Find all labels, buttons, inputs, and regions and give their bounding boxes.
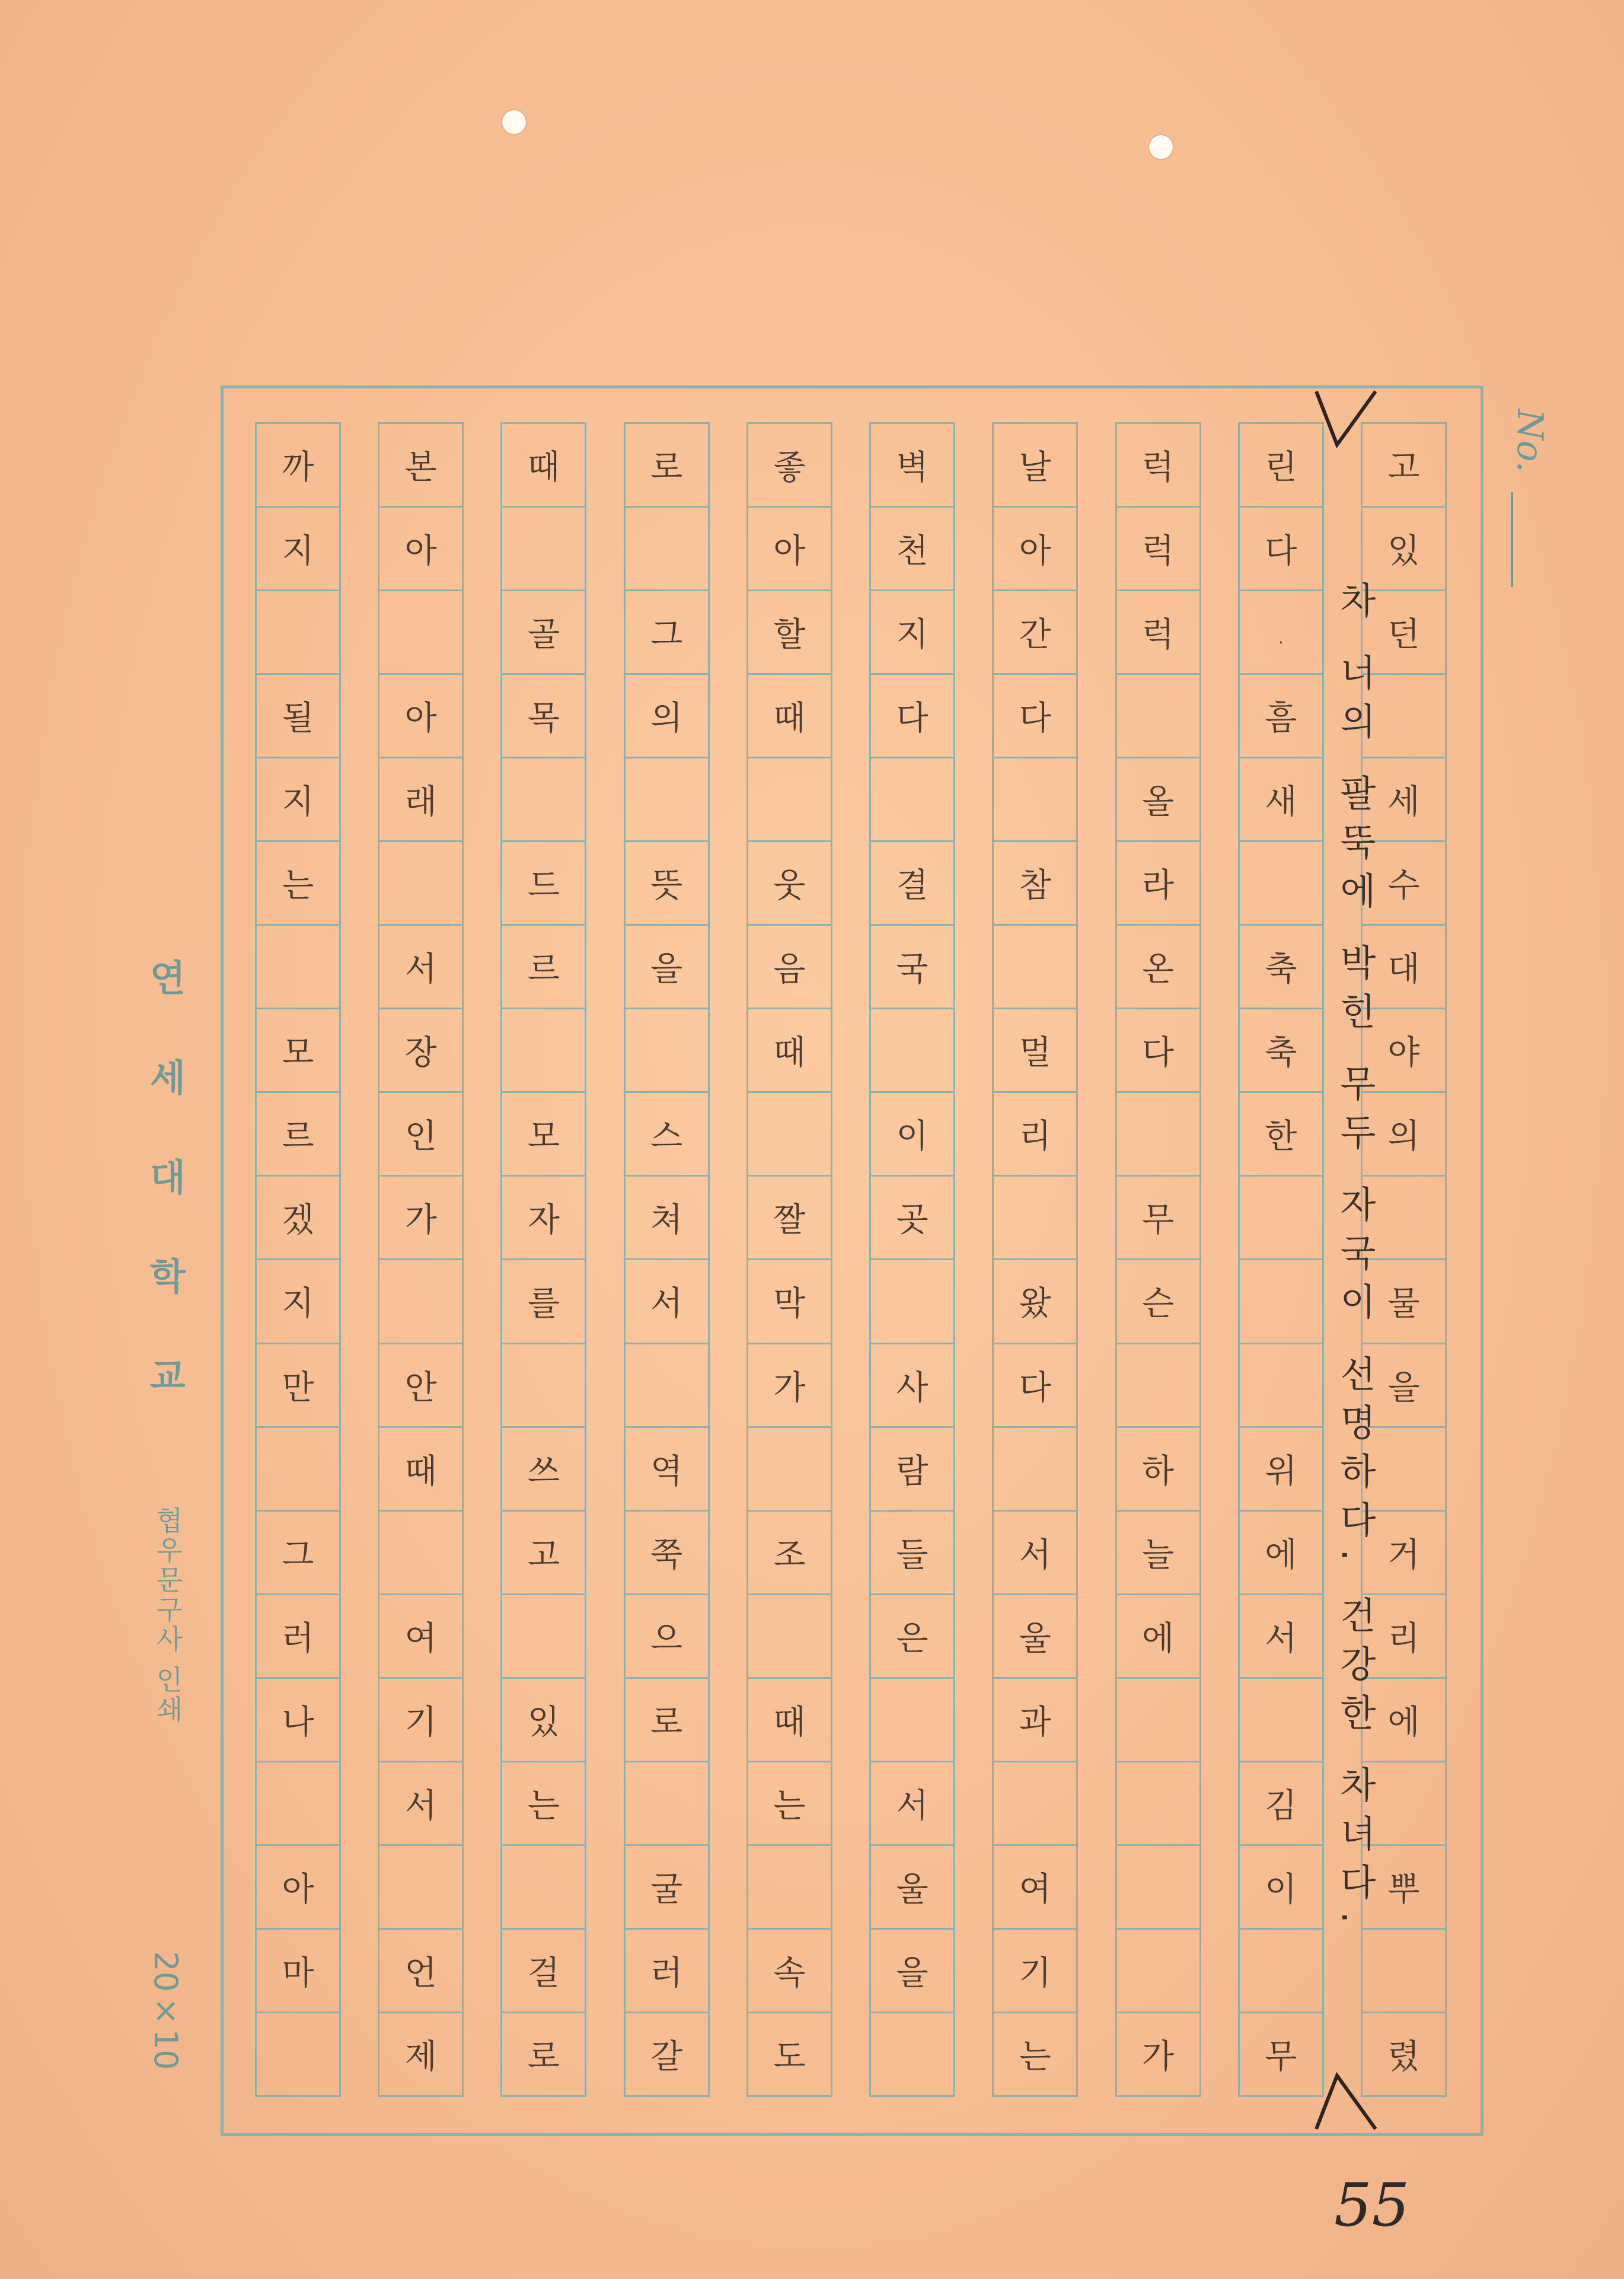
manuscript-cell: 걸 <box>502 1930 585 2013</box>
manuscript-cell: 세 <box>1363 758 1445 842</box>
manuscript-cell <box>1240 842 1322 926</box>
manuscript-cell: 다 <box>1240 508 1322 591</box>
manuscript-cell: 할 <box>748 591 831 675</box>
manuscript-cell: 인 <box>379 1093 462 1177</box>
manuscript-cell: 울 <box>994 1595 1076 1679</box>
manuscript-cell: 이 <box>871 1093 953 1177</box>
manuscript-cell: 서 <box>379 926 462 1009</box>
manuscript-cell <box>871 1679 953 1762</box>
manuscript-cell: 온 <box>1117 926 1199 1009</box>
manuscript-cell: 아 <box>748 508 831 591</box>
manuscript-cell <box>626 508 708 591</box>
manuscript-cell: 렸 <box>1363 2013 1445 2097</box>
manuscript-cell: 왔 <box>994 1260 1076 1344</box>
manuscript-cell: 날 <box>994 422 1076 508</box>
manuscript-cell: 골 <box>502 591 585 675</box>
printer-imprint: 협우문구사 인쇄 <box>152 1506 184 1725</box>
manuscript-cell <box>379 1260 462 1344</box>
manuscript-cell <box>1240 1679 1322 1762</box>
manuscript-cell: 결 <box>871 842 953 926</box>
manuscript-cell <box>257 926 339 1009</box>
manuscript-cell: 에 <box>1117 1595 1199 1679</box>
manuscript-cell <box>502 508 585 591</box>
manuscript-cell: 사 <box>871 1344 953 1428</box>
manuscript-cell: 갈 <box>626 2013 708 2097</box>
manuscript-cell: 서 <box>626 1260 708 1344</box>
manuscript-cell <box>994 758 1076 842</box>
binder-hole-left <box>502 110 526 134</box>
manuscript-cell <box>1117 1093 1199 1177</box>
manuscript-cell: 뿌 <box>1363 1846 1445 1930</box>
manuscript-cell: 가 <box>748 1344 831 1428</box>
manuscript-cell: 조 <box>748 1512 831 1595</box>
manuscript-cell: 올 <box>1117 758 1199 842</box>
manuscript-cell <box>1240 1344 1322 1428</box>
manuscript-column <box>500 422 586 2097</box>
manuscript-cell: 도 <box>748 2013 831 2097</box>
manuscript-cell: 고 <box>1363 422 1445 508</box>
manuscript-cell: 본 <box>379 422 462 508</box>
manuscript-cell: 벽 <box>871 422 953 508</box>
manuscript-cell <box>1240 1177 1322 1260</box>
manuscript-cell: 대 <box>1363 926 1445 1009</box>
manuscript-cell <box>626 1344 708 1428</box>
university-char: 연 <box>150 957 186 1000</box>
manuscript-cell: 야 <box>1363 1009 1445 1093</box>
page-number: 55 <box>1334 2170 1410 2240</box>
manuscript-cell: 들 <box>871 1512 953 1595</box>
manuscript-cell: 목 <box>502 675 585 758</box>
insertion-mark-top <box>1304 385 1399 457</box>
manuscript-cell: 서 <box>1240 1595 1322 1679</box>
university-char: 세 <box>150 1056 186 1099</box>
manuscript-cell: 나 <box>257 1679 339 1762</box>
manuscript-cell <box>1240 1930 1322 2013</box>
manuscript-cell: 과 <box>994 1679 1076 1762</box>
manuscript-cell: 는 <box>994 2013 1076 2097</box>
manuscript-cell: 이 <box>1240 1846 1322 1930</box>
manuscript-cell: 쓰 <box>502 1428 585 1512</box>
manuscript-cell: 다 <box>871 675 953 758</box>
binder-hole-right <box>1149 135 1173 159</box>
manuscript-cell <box>257 1428 339 1512</box>
manuscript-column <box>624 422 710 2097</box>
manuscript-cell: 때 <box>748 1009 831 1093</box>
manuscript-cell <box>994 926 1076 1009</box>
manuscript-cell: 스 <box>626 1093 708 1177</box>
manuscript-cell <box>1117 1930 1199 2013</box>
manuscript-cell <box>994 1762 1076 1846</box>
manuscript-cell: 그 <box>626 591 708 675</box>
manuscript-cell: 아 <box>994 508 1076 591</box>
manuscript-cell: 만 <box>257 1344 339 1428</box>
manuscript-cell <box>748 1595 831 1679</box>
manuscript-cell: 막 <box>748 1260 831 1344</box>
manuscript-cell: 르 <box>257 1093 339 1177</box>
manuscript-cell: 울 <box>871 1846 953 1930</box>
manuscript-cell: 축 <box>1240 926 1322 1009</box>
manuscript-cell <box>748 758 831 842</box>
manuscript-cell: 때 <box>748 675 831 758</box>
university-name <box>141 949 194 1400</box>
grid-size-label: 20×10 <box>147 1951 184 2070</box>
manuscript-cell: 는 <box>502 1762 585 1846</box>
manuscript-cell: 뜻 <box>626 842 708 926</box>
manuscript-cell: 에 <box>1363 1679 1445 1762</box>
handwritten-insertion: 차 너의 팔뚝에 박힌 무두 자국이 선명하다. 건강한 차녀다. <box>1333 581 1377 1936</box>
manuscript-cell: 역 <box>626 1428 708 1512</box>
manuscript-cell: 람 <box>871 1428 953 1512</box>
manuscript-cell: 참 <box>994 842 1076 926</box>
manuscript-cell: 러 <box>626 1930 708 2013</box>
manuscript-cell <box>871 758 953 842</box>
manuscript-cell: 겠 <box>257 1177 339 1260</box>
manuscript-cell <box>1117 1344 1199 1428</box>
manuscript-cell: 마 <box>257 1930 339 2013</box>
manuscript-cell: 던 <box>1363 591 1445 675</box>
university-char: 대 <box>150 1155 186 1199</box>
manuscript-cell: 다 <box>1117 1009 1199 1093</box>
manuscript-cell: 아 <box>257 1846 339 1930</box>
manuscript-cell: 흠 <box>1240 675 1322 758</box>
manuscript-cell: 자 <box>502 1177 585 1260</box>
manuscript-cell <box>1117 1679 1199 1762</box>
manuscript-cell <box>502 1009 585 1093</box>
manuscript-cell: 지 <box>257 758 339 842</box>
manuscript-cell: 무 <box>1240 2013 1322 2097</box>
manuscript-cell: 모 <box>502 1093 585 1177</box>
manuscript-cell <box>379 1846 462 1930</box>
manuscript-cell <box>626 1762 708 1846</box>
university-char: 교 <box>150 1354 186 1398</box>
manuscript-cell: 서 <box>994 1512 1076 1595</box>
manuscript-cell: 의 <box>1363 1093 1445 1177</box>
manuscript-cell <box>502 1344 585 1428</box>
manuscript-cell: 라 <box>1117 842 1199 926</box>
manuscript-cell: 래 <box>379 758 462 842</box>
manuscript-cell: 으 <box>626 1595 708 1679</box>
manuscript-cell: 무 <box>1117 1177 1199 1260</box>
manuscript-column <box>992 422 1078 2097</box>
manuscript-cell: 고 <box>502 1512 585 1595</box>
manuscript-cell <box>1117 675 1199 758</box>
manuscript-cell: 의 <box>626 675 708 758</box>
manuscript-cell: 다 <box>994 1344 1076 1428</box>
manuscript-cell: 은 <box>871 1595 953 1679</box>
manuscript-cell: 드 <box>502 842 585 926</box>
manuscript-cell <box>502 1846 585 1930</box>
manuscript-cell: 때 <box>748 1679 831 1762</box>
university-char: 학 <box>150 1255 186 1299</box>
manuscript-cell: 기 <box>379 1679 462 1762</box>
manuscript-cell: 는 <box>748 1762 831 1846</box>
manuscript-cell: 르 <box>502 926 585 1009</box>
manuscript-cell <box>1117 1762 1199 1846</box>
manuscript-cell: 간 <box>994 591 1076 675</box>
manuscript-cell: 지 <box>871 591 953 675</box>
manuscript-cell: 에 <box>1240 1512 1322 1595</box>
manuscript-cell <box>626 758 708 842</box>
manuscript-cell: 언 <box>379 1930 462 2013</box>
manuscript-cell: 럭 <box>1117 508 1199 591</box>
manuscript-cell: 가 <box>379 1177 462 1260</box>
manuscript-cell: 로 <box>626 422 708 508</box>
manuscript-cell: 을 <box>626 926 708 1009</box>
manuscript-cell: 리 <box>994 1093 1076 1177</box>
manuscript-cell: 짤 <box>748 1177 831 1260</box>
manuscript-cell: 때 <box>379 1428 462 1512</box>
manuscript-cell: 아 <box>379 508 462 591</box>
manuscript-cell: 는 <box>257 842 339 926</box>
manuscript-cell: . <box>1240 591 1322 675</box>
manuscript-cell: 슨 <box>1117 1260 1199 1344</box>
manuscript-cell: 럭 <box>1117 422 1199 508</box>
manuscript-cell <box>502 758 585 842</box>
manuscript-cell: 축 <box>1240 1009 1322 1093</box>
manuscript-cell: 장 <box>379 1009 462 1093</box>
manuscript-cell <box>1240 1260 1322 1344</box>
manuscript-cell: 을 <box>1363 1344 1445 1428</box>
manuscript-cell: 있 <box>1363 508 1445 591</box>
manuscript-cell: 새 <box>1240 758 1322 842</box>
manuscript-cell: 될 <box>257 675 339 758</box>
manuscript-cell: 럭 <box>1117 591 1199 675</box>
manuscript-cell <box>626 1009 708 1093</box>
manuscript-cell <box>379 1512 462 1595</box>
manuscript-cell: 속 <box>748 1930 831 2013</box>
manuscript-cell <box>871 2013 953 2097</box>
manuscript-cell: 기 <box>994 1930 1076 2013</box>
manuscript-cell <box>871 1260 953 1344</box>
manuscript-cell: 있 <box>502 1679 585 1762</box>
manuscript-cell: 국 <box>871 926 953 1009</box>
manuscript-cell: 아 <box>379 675 462 758</box>
manuscript-cell: 까 <box>257 422 339 508</box>
manuscript-cell: 굴 <box>626 1846 708 1930</box>
manuscript-cell: 를 <box>502 1260 585 1344</box>
manuscript-cell: 늘 <box>1117 1512 1199 1595</box>
manuscript-cell <box>871 1009 953 1093</box>
manuscript-cell: 가 <box>1117 2013 1199 2097</box>
manuscript-cell: 제 <box>379 2013 462 2097</box>
manuscript-cell: 그 <box>257 1512 339 1595</box>
manuscript-cell <box>748 1846 831 1930</box>
manuscript-cell <box>257 2013 339 2097</box>
manuscript-cell <box>502 1595 585 1679</box>
manuscript-cell: 곳 <box>871 1177 953 1260</box>
manuscript-cell: 다 <box>994 675 1076 758</box>
manuscript-cell: 김 <box>1240 1762 1322 1846</box>
manuscript-cell: 하 <box>1117 1428 1199 1512</box>
manuscript-column <box>1115 422 1201 2097</box>
number-underline <box>1511 492 1513 587</box>
manuscript-cell <box>257 1762 339 1846</box>
manuscript-cell: 지 <box>257 1260 339 1344</box>
manuscript-column <box>255 422 341 2097</box>
manuscript-cell: 수 <box>1363 842 1445 926</box>
manuscript-grid <box>255 422 1447 2097</box>
manuscript-cell: 멀 <box>994 1009 1076 1093</box>
manuscript-cell: 러 <box>257 1595 339 1679</box>
manuscript-cell: 웃 <box>748 842 831 926</box>
manuscript-cell: 로 <box>626 1679 708 1762</box>
manuscript-cell: 리 <box>1363 1595 1445 1679</box>
manuscript-cell <box>379 842 462 926</box>
number-label: No. <box>1509 409 1550 473</box>
manuscript-cell <box>1117 1846 1199 1930</box>
manuscript-cell: 음 <box>748 926 831 1009</box>
manuscript-cell: 한 <box>1240 1093 1322 1177</box>
manuscript-cell: 여 <box>994 1846 1076 1930</box>
manuscript-cell: 쭉 <box>626 1512 708 1595</box>
manuscript-cell: 로 <box>502 2013 585 2097</box>
manuscript-cell <box>994 1177 1076 1260</box>
manuscript-cell <box>748 1093 831 1177</box>
manuscript-cell: 쳐 <box>626 1177 708 1260</box>
manuscript-cell <box>994 1428 1076 1512</box>
manuscript-cell: 여 <box>379 1595 462 1679</box>
manuscript-cell <box>748 1428 831 1512</box>
manuscript-column <box>869 422 955 2097</box>
insertion-mark-bottom <box>1304 2064 1399 2135</box>
manuscript-cell: 천 <box>871 508 953 591</box>
manuscript-cell: 지 <box>257 508 339 591</box>
manuscript-cell <box>257 591 339 675</box>
manuscript-cell: 린 <box>1240 422 1322 508</box>
manuscript-cell: 안 <box>379 1344 462 1428</box>
manuscript-column <box>746 422 832 2097</box>
manuscript-cell: 거 <box>1363 1512 1445 1595</box>
manuscript-cell: 모 <box>257 1009 339 1093</box>
manuscript-cell <box>379 591 462 675</box>
manuscript-column <box>378 422 464 2097</box>
manuscript-cell: 좋 <box>748 422 831 508</box>
manuscript-cell: 서 <box>871 1762 953 1846</box>
manuscript-cell: 물 <box>1363 1260 1445 1344</box>
manuscript-cell: 서 <box>379 1762 462 1846</box>
manuscript-cell: 때 <box>502 422 585 508</box>
manuscript-cell: 위 <box>1240 1428 1322 1512</box>
manuscript-cell: 을 <box>871 1930 953 2013</box>
